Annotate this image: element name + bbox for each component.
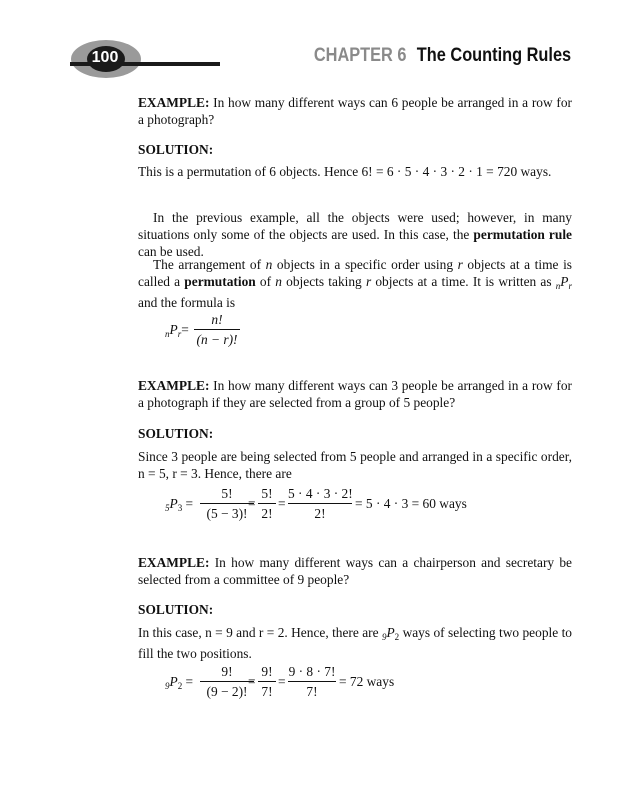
- page-number: 100: [91, 49, 119, 66]
- example3-calc-lhs: $_9P_2$ =: [165, 674, 194, 691]
- formula-lhs: $_nP_r=$: [165, 322, 189, 339]
- chapter-title: The Counting Rules: [416, 45, 571, 66]
- intro-paragraph-1: In the previous example, all the objects were used; however, in many situations only some of the objects are used. In this case, the permutation rule can be used.: [138, 210, 572, 259]
- example2-fraction-2: 5! 2!: [258, 486, 276, 522]
- example3-fraction-2: 9! 7!: [258, 664, 276, 700]
- example3-fraction-1: 9! (9 − 2)!: [200, 664, 254, 700]
- example2-calc-lhs: $_5P_3$ =: [165, 496, 194, 513]
- formula-fraction: n! (n − r)!: [194, 312, 240, 348]
- example2-fraction-1: 5! (5 − 3)!: [200, 486, 254, 522]
- example2-fraction-3: 5 · 4 · 3 · 2! 2!: [288, 486, 353, 521]
- example3-solution: In this case, n = 9 and r = 2. Hence, there are $_9P_2$ ways of selecting two people to fill the two positions.: [138, 625, 572, 661]
- intro-paragraph-2: The arrangement of n objects in a specific order using r objects at a time is called a permutation of n objects taking r objects at a time. It is written as $_nP_r$ and the formula is: [138, 257, 572, 310]
- example3-eq-1: =: [248, 674, 256, 689]
- example3-fraction-3: 9 · 8 · 7! 7!: [288, 664, 336, 699]
- example2-solution-label: SOLUTION:: [138, 426, 214, 441]
- example3-result: = 72 ways: [339, 674, 395, 689]
- example1-solution-label: SOLUTION:: [138, 142, 214, 157]
- example2-solution: Since 3 people are being selected from 5 people and arranged in a specific order, n = 5, r = 3. Hence, there are: [138, 449, 572, 481]
- example3-solution-label: SOLUTION:: [138, 602, 214, 617]
- example1-question: EXAMPLE: In how many different ways can 6 people be arranged in a row for a photograph?: [138, 95, 572, 127]
- example3-question: EXAMPLE: In how many different ways can a chairperson and secretary be selected from a committee of 9 people?: [138, 555, 573, 587]
- chapter-label: CHAPTER 6: [313, 45, 407, 66]
- example1-solution: This is a permutation of 6 objects. Hence 6! = 6 · 5 · 4 · 3 · 2 · 1 = 720 ways.: [138, 164, 552, 179]
- example2-question: EXAMPLE: In how many different ways can 3 people be arranged in a row for a photograph if they are selected from a group of 5 people?: [138, 378, 572, 410]
- example3-eq-2: =: [278, 674, 286, 689]
- running-header: [314, 45, 571, 67]
- example2-eq-1: =: [248, 496, 256, 511]
- example2-result: = 5 · 4 · 3 = 60 ways: [355, 496, 467, 511]
- example2-eq-2: =: [278, 496, 286, 511]
